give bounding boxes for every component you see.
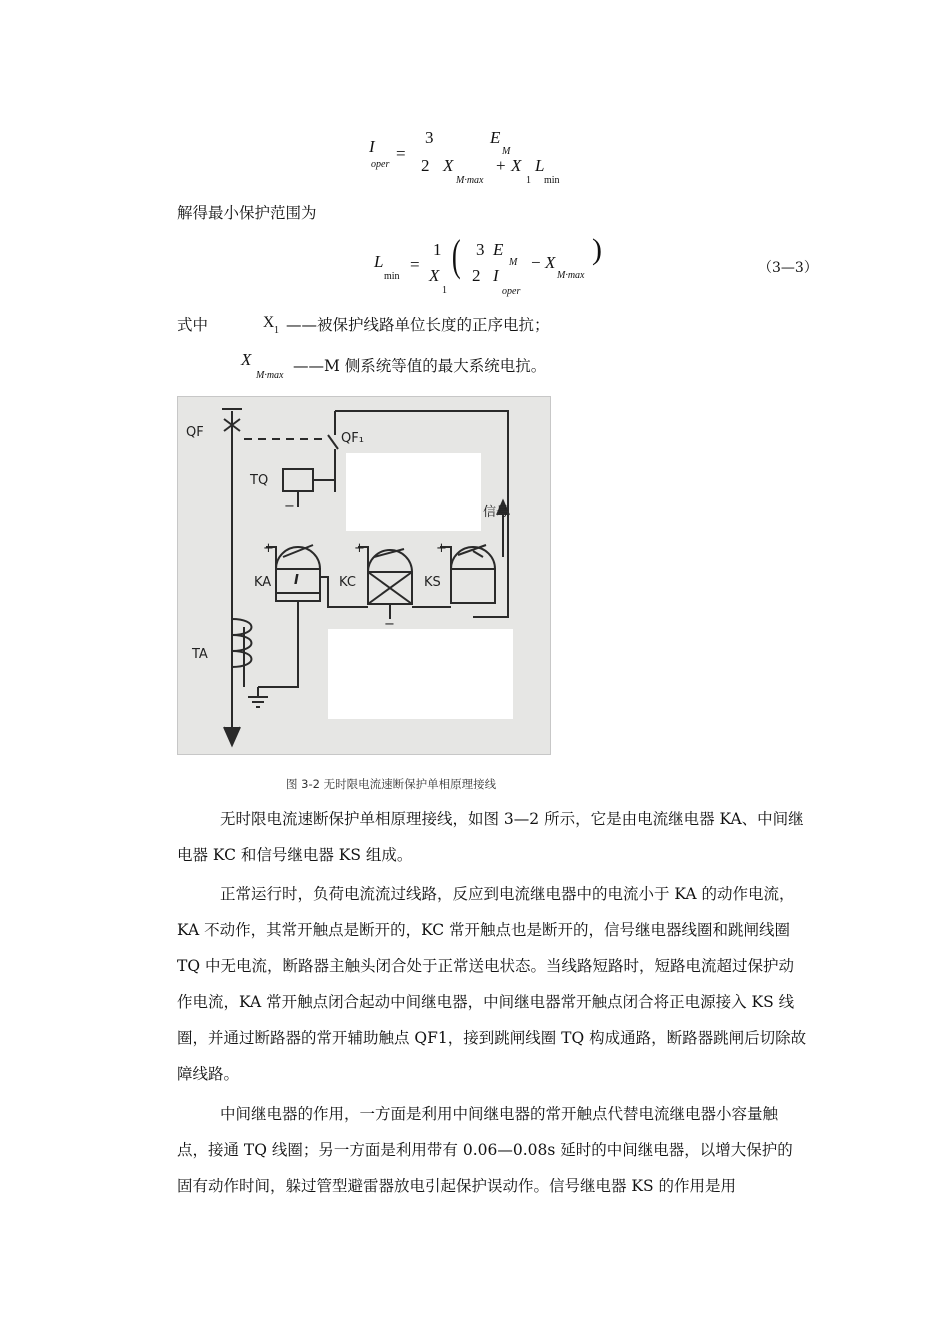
paragraph-2-text: 正常运行时，负荷电流流过线路，反应到电流继电器中的电流小于 KA 的动作电流，KA 不动作，其常开触点是断开的，KC 常开触点也是断开的，信号继电器线圈和跳闸线圈 TQ 中无电流，断路器主触头闭合处于正常送电状态。当线路短路时，短路电流超过保护动作电流，KA 常开触点闭合起动中间继电器，中间继电器常开触点闭合将正电源接入 KS 线圈，并通过断路器的常开辅助触点 QF1，接到跳闸线圈 TQ 构成通路，断路器跳闸后切除故障线路。 [177,885,807,1083]
where-label: 式中 [177,316,209,334]
label-ka: KA [254,575,272,590]
label-minus-tq: − [284,499,295,514]
formula2-e-var: E [493,240,504,259]
main-arrow [224,727,240,745]
label-plus-kc: + [354,541,365,556]
blank-area-bottom [328,629,513,719]
formula2-rparen: ) [592,233,602,266]
label-ka-symbol: I [294,573,299,588]
paragraph-3 [177,1096,807,1204]
formula1-lhs-var: I [369,137,375,156]
formula2-minus: − [531,253,541,272]
formula1-equals: = [396,144,406,163]
formula2-lhs-var: L [374,252,384,271]
formula1-num-var: E [490,128,501,147]
ta-coil [232,619,252,667]
paragraph-3-text: 中间继电器的作用，一方面是利用中间继电器的常开触点代替电流继电器小容量触点，接通 TQ 线圈；另一方面是利用带有 0.06—0.08s 延时的中间继电器，以增大保护的固有动作时间，躲过管型避雷器放电引起保护误动作。信号继电器 KS 的作用是用 [177,1105,793,1195]
label-qf: QF [186,425,204,440]
intro-text: 解得最小保护范围为 [177,204,317,222]
def1-subscript: 1 [274,325,279,336]
formula2-x-var: X [545,253,556,272]
ground-symbol [248,697,268,707]
formula2-e-sub: M [509,257,518,268]
equation-number: （3—3） [758,260,818,276]
paragraph-1 [177,801,807,873]
formula2-frac2-num: 3 [476,240,485,259]
label-minus-kc: − [384,617,395,632]
formula1-den-l: L [535,156,545,175]
label-qf1: QF₁ [341,431,364,446]
blank-area-top [346,453,481,531]
formula1-den-x: X [443,156,454,175]
circuit-diagram [177,396,551,755]
label-tq: TQ [250,473,269,488]
figure-caption: 图 3-2 无时限电流速断保护单相原理接线 [286,777,497,791]
label-ks: KS [424,575,441,590]
formula2-equals: = [410,255,420,274]
tq-coil [283,469,313,491]
label-plus-ks: + [436,541,447,556]
formula2-frac2-den: 2 [472,266,481,285]
label-plus-ka: + [263,541,274,556]
formula1-num-sub: M [502,146,511,157]
formula1-plus: + [496,156,506,175]
formula2-frac1-den-var: X [429,266,440,285]
label-kc: KC [339,575,356,590]
def1-symbol: X [263,314,275,331]
formula1-den-l-sub: min [544,175,560,186]
formula1-lhs-sub: oper [371,159,390,170]
def1-text: ——被保护线路单位长度的正序电抗； [286,316,550,334]
formula2-frac1-num: 1 [433,240,442,259]
formula2-i-var: I [493,266,499,285]
formula2-x-sub: M·max [557,270,585,281]
formula2-i-sub: oper [502,286,521,297]
formula1-den-x1: X [511,156,522,175]
def2-symbol: X [241,350,252,369]
formula1-den-x1-sub: 1 [526,175,531,186]
label-signal: 信号 [483,505,510,520]
formula2-lhs-sub: min [384,271,400,282]
circuit-drawing [178,397,550,754]
paragraph-2 [177,876,807,1092]
def2-text: ——M 侧系统等值的最大系统电抗。 [293,357,547,375]
paragraph-1-text: 无时限电流速断保护单相原理接线，如图 3—2 所示，它是由电流继电器 KA、中间继电器 KC 和信号继电器 KS 组成。 [177,810,804,864]
formula1-frac-num: 3 [425,128,434,147]
label-ta: TA [192,647,208,662]
formula2-frac1-den-sub: 1 [442,285,447,296]
def2-subscript: M·max [256,370,284,381]
formula1-den-x-sub: M·max [456,175,484,186]
formula2-lparen: ( [451,231,461,280]
formula1-frac-den: 2 [421,156,430,175]
